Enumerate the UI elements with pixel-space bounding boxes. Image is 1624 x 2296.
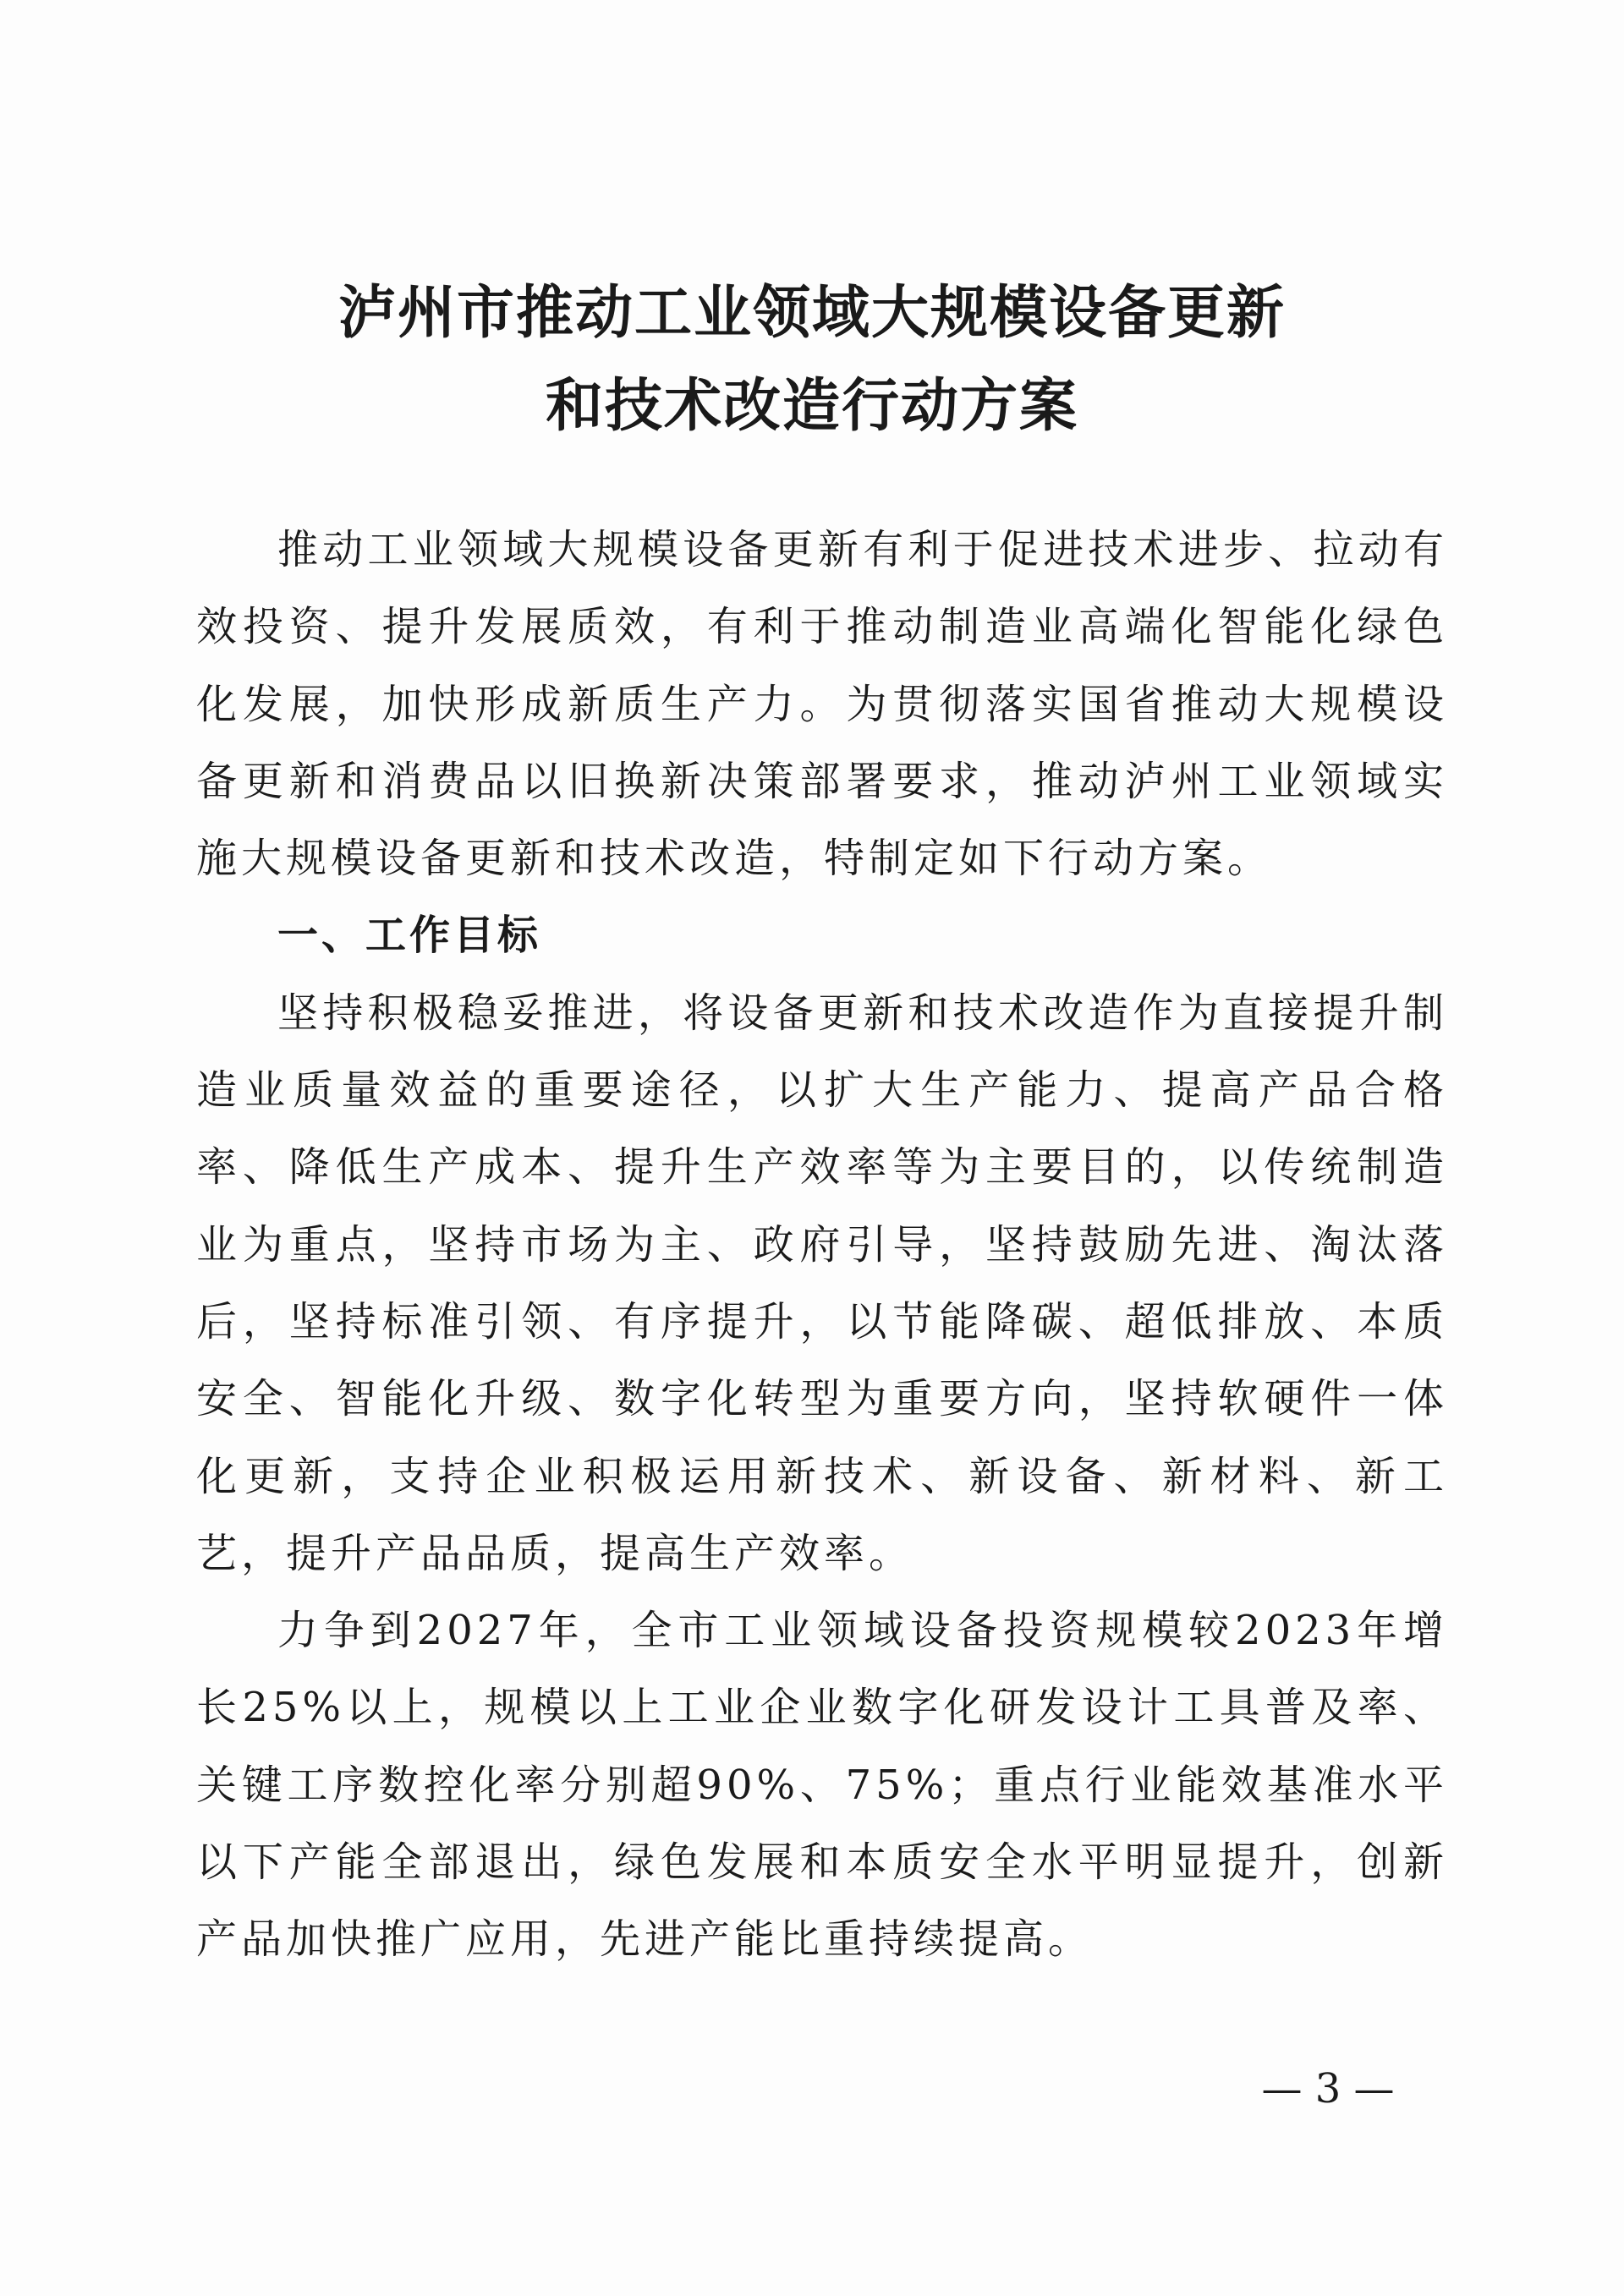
page-number: — 3 — xyxy=(1261,2065,1395,2112)
targets-paragraph: 力争到2027年，全市工业领域设备投资规模较2023年增长25%以上，规模以上工业企业数字化研发设计工具普及率、关键工序数控化率分别超90%、75%；重点行业能效基准水平以下产能全部退出，绿色发展和本质安全水平明显提升，创新产品加快推广应用，先进产能比重持续提高。 xyxy=(196,1607,1448,1964)
document-body xyxy=(196,512,1448,1979)
section-heading-work-goals: 一、工作目标 xyxy=(277,912,542,960)
goals-paragraph: 坚持积极稳妥推进，将设备更新和技术改造作为直接提升制造业质量效益的重要途径，以扩大生产能力、提高产品合格率、降低生产成本、提升生产效率等为主要目的，以传统制造业为重点，坚持市场为主、政府引导，坚持鼓励先进、淘汰落后，坚持标准引领、有序提升，以节能降碳、超低排放、本质安全、智能化升级、数字化转型为重要方向，坚持软硬件一体化更新，支持企业积极运用新技术、新设备、新材料、新工艺，提升产品品质，提高生产效率。 xyxy=(196,989,1448,1577)
title-line-2: 和技术改造行动方案 xyxy=(545,372,1078,440)
title-line-1: 泸州市推动工业领域大规模设备更新 xyxy=(337,279,1286,347)
document-title xyxy=(195,266,1429,452)
intro-paragraph: 推动工业领域大规模设备更新有利于促进技术进步、拉动有效投资、提升发展质效，有利于推动制造业高端化智能化绿色化发展，加快形成新质生产力。为贯彻落实国省推动大规模设备更新和消费品以旧换新决策部署要求，推动泸州工业领域实施大规模设备更新和技术改造，特制定如下行动方案。 xyxy=(196,526,1448,883)
